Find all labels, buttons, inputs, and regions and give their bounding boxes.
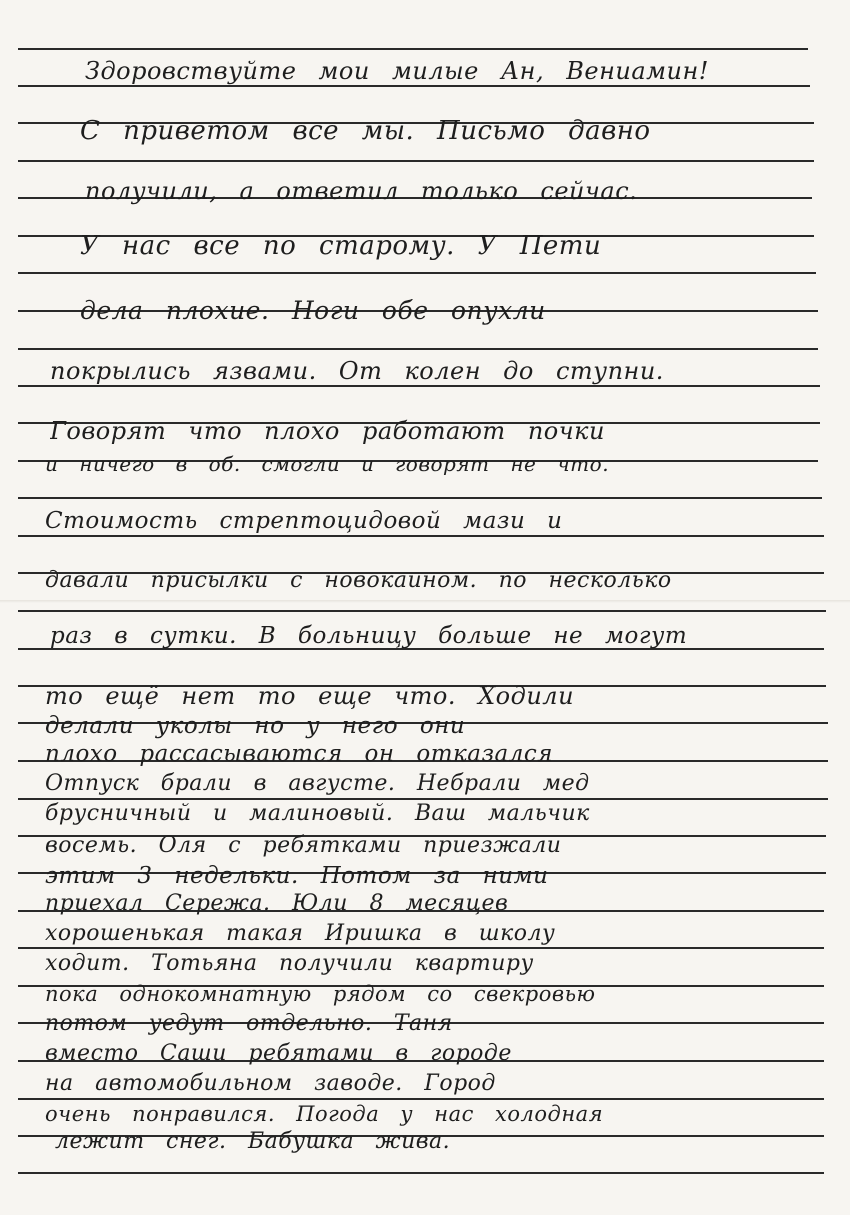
ruled-line: [18, 272, 816, 274]
letter-line: пока однокомнатную рядом со свекровью: [45, 982, 596, 1006]
ruled-line: [18, 497, 822, 499]
letter-line: получили, а ответил только сейчас.: [85, 177, 638, 205]
letter-line: У нас все по старому. У Пети: [80, 231, 602, 261]
letter-line: восемь. Оля с ребятками приезжали: [45, 833, 562, 858]
ruled-line: [18, 160, 814, 162]
letter-line: давали присылки с новокаином. по несколько: [45, 568, 672, 593]
letter-line: хорошенькая такая Иришка в школу: [45, 921, 556, 946]
letter-line: делали уколы но у него они: [45, 713, 466, 739]
ruled-line: [18, 610, 826, 612]
ruled-line: [18, 48, 808, 50]
letter-line: на автомобильном заводе. Город: [45, 1071, 496, 1096]
ruled-line: [18, 348, 818, 350]
letter-line: плохо рассасываются он отказался: [45, 741, 553, 767]
ruled-line: [18, 1172, 824, 1174]
letter-line: приехал Сережа. Юли 8 месяцев: [45, 891, 509, 916]
letter-line: потом уедут отдельно. Таня: [45, 1011, 453, 1036]
letter-line: и ничего в об. смогли и говорят не что.: [45, 452, 610, 476]
letter-line: дела плохие. Ноги обе опухли: [80, 296, 546, 325]
letter-line: очень понравился. Погода у нас холодная: [45, 1102, 604, 1126]
letter-line: раз в сутки. В больницу больше не могут: [50, 623, 688, 649]
letter-line: то ещё нет то еще что. Ходили: [45, 682, 575, 710]
letter-line: этим 3 недельки. Потом за ними: [45, 863, 549, 889]
letter-line: Отпуск брали в августе. Небрали мед: [45, 771, 590, 796]
letter-line: лежит снег. Бабушка жива.: [55, 1129, 451, 1154]
letter-line: Говорят что плохо работают почки: [50, 417, 605, 445]
letter-line: Стоимость стрептоцидовой мази и: [45, 508, 563, 534]
letter-line: брусничный и малиновый. Ваш мальчик: [45, 801, 590, 826]
letter-line: Здоровствуйте мои милые Ан, Вениамин!: [85, 57, 709, 85]
letter-line: ходит. Тотьяна получили квартиру: [45, 951, 534, 976]
letter-line: вместо Саши ребятами в городе: [45, 1041, 512, 1066]
letter-line: покрылись язвами. От колен до ступни.: [50, 357, 664, 385]
letter-line: С приветом все мы. Письмо давно: [80, 116, 651, 146]
